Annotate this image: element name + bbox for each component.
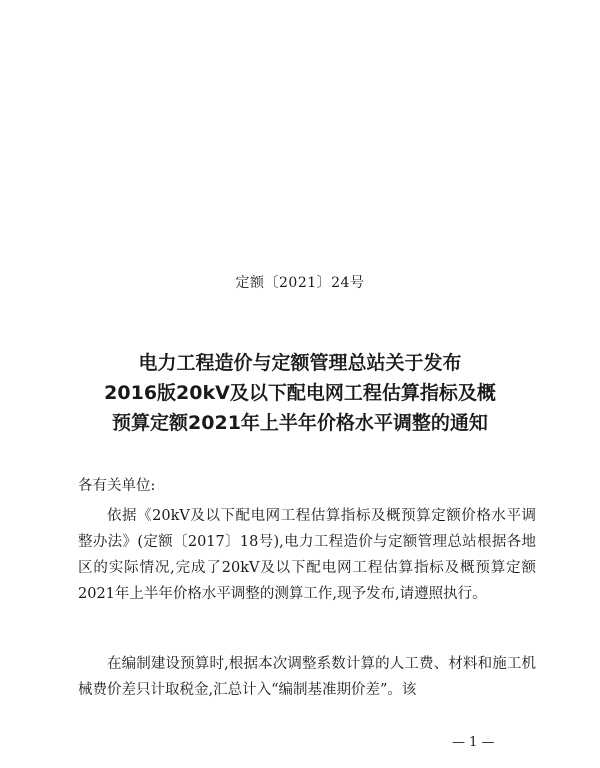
document-title [60, 348, 540, 438]
body-paragraph-2: 在编制建设预算时,根据本次调整系数计算的人工费、材料和施工机械费价差只计取税金,汇总计入“编制基准期价差”。该 [78, 656, 536, 698]
document-number: 定额〔2021〕24号 [235, 275, 365, 291]
title-line-3: 预算定额2021年上半年价格水平调整的通知 [112, 412, 488, 434]
title-line-2: 2016版20kV及以下配电网工程估算指标及概 [104, 382, 496, 404]
body-paragraph-1: 依据《20kV及以下配电网工程估算指标及概预算定额价格水平调整办法》(定额〔2017〕18号),电力工程造价与定额管理总站根据各地区的实际情况,完成了20kV及以下配电网工程估算指标及概预算定额2021年上半年价格水平调整的测算工作,现予发布,请遵照执行。 [78, 508, 536, 602]
salutation: 各有关单位: [78, 478, 156, 494]
title-line-1: 电力工程造价与定额管理总站关于发布 [138, 352, 462, 374]
page-number: — 1 — [452, 735, 495, 750]
